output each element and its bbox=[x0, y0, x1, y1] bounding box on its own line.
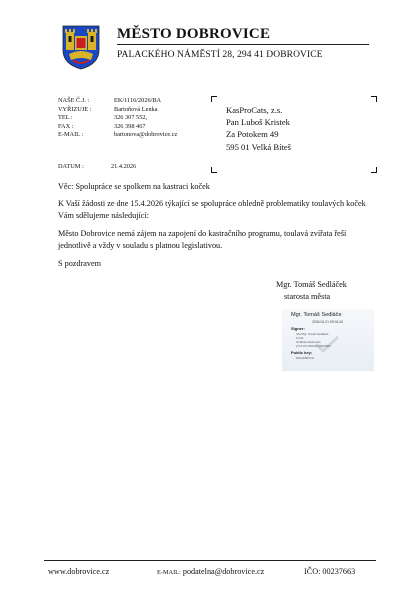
stamp-signer-line: O=Město Dobrovice bbox=[296, 340, 321, 344]
town-address: PALACKÉHO NÁMĚSTÍ 28, 294 41 DOBROVICE bbox=[117, 50, 323, 60]
date-label: DATUM : bbox=[58, 163, 84, 170]
stamp-signer-line: 2.5.4.97=NTRCZ-00237663 bbox=[296, 344, 331, 348]
address-window-corner bbox=[211, 167, 217, 173]
reference-value: 326 307 552, bbox=[114, 114, 148, 122]
stamp-key-label: Public key: bbox=[291, 350, 313, 355]
reference-label: TEL : bbox=[58, 114, 73, 122]
stamp-signer-label: Signer: bbox=[291, 326, 305, 331]
stamp-key-value: RSA/4096 bits bbox=[296, 356, 314, 360]
footer-email bbox=[157, 567, 264, 576]
letter-paragraph: Město Dobrovice nemá zájem na zapojení do kastračního programu, toulavá zvířata řeší jednotlivě a vždy v souladu s platnou legislativou. bbox=[58, 229, 347, 250]
reference-row bbox=[58, 114, 214, 123]
footer-website-link[interactable]: www.dobrovice.cz bbox=[48, 567, 110, 576]
date-value: 21.4.2026 bbox=[111, 163, 137, 170]
footer-email-link[interactable]: podatelna@dobrovice.cz bbox=[182, 567, 265, 576]
reference-email-link[interactable]: bartonova@dobrovice.cz bbox=[114, 131, 178, 139]
signatory-name: Mgr. Tomáš Sedláček bbox=[276, 280, 347, 289]
letter-paragraph: K Vaší žádosti ze dne 15.4.2026 týkající se spolupráce ohledně problematiky toulavých koček Vám sdělujeme následující: bbox=[58, 199, 366, 220]
reference-value: EK/1116/2026/BA bbox=[114, 97, 162, 104]
reference-value: 326 398 467 bbox=[114, 122, 146, 130]
date-row bbox=[58, 163, 136, 170]
town-crest-icon bbox=[61, 22, 101, 70]
signature-block bbox=[276, 279, 347, 302]
stamp-signer-name: Mgr. Tomáš Sedláče bbox=[291, 312, 342, 318]
letter-greeting: S pozdravem bbox=[58, 259, 101, 268]
recipient-line: KasProCats, z.s. bbox=[226, 105, 283, 115]
reference-row bbox=[58, 131, 214, 140]
reference-value: Bartoňová Lenka bbox=[114, 105, 158, 113]
reference-row bbox=[58, 97, 214, 106]
reference-label: NAŠE Č.J. : bbox=[58, 97, 90, 104]
stamp-signer-line: C=CZ bbox=[296, 336, 304, 340]
reference-row bbox=[58, 123, 214, 132]
town-name: MĚSTO DOBROVICE bbox=[117, 26, 271, 42]
footer-ico: IČO: 00237663 bbox=[304, 567, 356, 576]
address-window-corner bbox=[211, 96, 217, 102]
reference-block bbox=[58, 97, 214, 140]
address-window-corner bbox=[371, 167, 377, 173]
recipient-address bbox=[226, 104, 291, 153]
recipient-line: Za Potokem 49 bbox=[226, 129, 279, 140]
signatory-role: starosta města bbox=[284, 291, 331, 301]
recipient-line: Pan Luboš Kristek bbox=[226, 117, 290, 128]
reference-label: FAX : bbox=[58, 122, 74, 130]
letter-subject: Věc: Spolupráce se spolkem na kastraci koček bbox=[58, 182, 210, 191]
stamp-signer-line: CN=Mgr. Tomáš Sedláček bbox=[296, 332, 329, 336]
electronic-signature-stamp bbox=[282, 309, 374, 371]
reference-label: VYŘIZUJE : bbox=[58, 105, 92, 113]
recipient-line: 595 01 Velká Bíteš bbox=[226, 141, 292, 152]
stamp-date: 2026.04.21 09:02:40 bbox=[312, 320, 344, 324]
header-divider bbox=[117, 44, 369, 45]
reference-label: E-MAIL : bbox=[58, 131, 84, 139]
footer-divider bbox=[44, 560, 376, 561]
address-window-corner bbox=[371, 96, 377, 102]
reference-row bbox=[58, 106, 214, 115]
footer-email-label: E-MAIL: bbox=[157, 569, 181, 576]
